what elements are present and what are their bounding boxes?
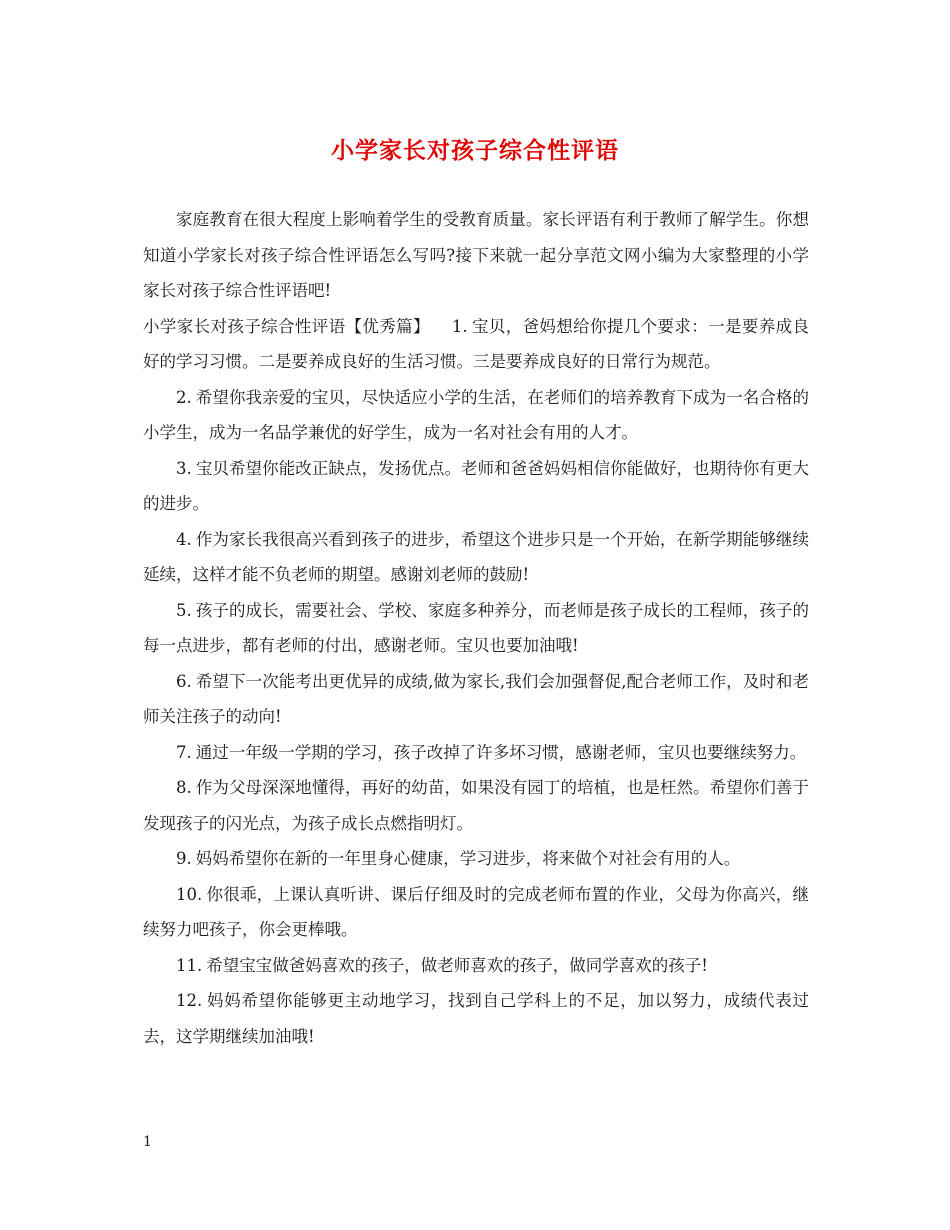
item-text: 通过一年级一学期的学习，孩子改掉了许多坏习惯，感谢老师，宝贝也要继续努力。	[195, 742, 807, 762]
document-body	[143, 202, 809, 1054]
item-text: 你很乖，上课认真听讲、课后仔细及时的完成老师布置的作业，父母为你高兴，继续努力吧孩子，你会更棒哦。	[143, 884, 809, 939]
item-number: 6.	[176, 671, 192, 691]
item-text: 希望宝宝做爸妈喜欢的孩子，做老师喜欢的孩子，做同学喜欢的孩子!	[206, 955, 708, 975]
item-text: 作为家长我很高兴看到孩子的进步，希望这个进步只是一个开始，在新学期能够继续延续，这样才能不负老师的期望。感谢刘老师的鼓励!	[143, 529, 809, 584]
item-text: 宝贝，爸妈想给你提几个要求：一是要养成良好的学习习惯。二是要养成良好的生活习惯。三是要养成良好的日常行为规范。	[143, 316, 810, 371]
list-item	[143, 770, 809, 841]
item-number: 4.	[176, 529, 192, 549]
item-number: 8.	[176, 778, 192, 797]
list-item	[143, 877, 809, 948]
item-text: 作为父母深深地懂得，再好的幼苗，如果没有园丁的培植，也是枉然。希望你们善于发现孩子的闪光点，为孩子成长点燃指明灯。	[143, 778, 809, 833]
item-number: 5.	[176, 600, 192, 620]
item-text: 希望下一次能考出更优异的成绩,做为家长,我们会加强督促,配合老师工作，及时和老师关注孩子的动向!	[143, 671, 809, 726]
item-text: 希望你我亲爱的宝贝，尽快适应小学的生活，在老师们的培养教育下成为一名合格的小学生，成为一名品学兼优的好学生，成为一名对社会有用的人才。	[143, 387, 809, 442]
list-item	[143, 735, 809, 771]
list-item	[143, 380, 809, 451]
list-item	[143, 522, 809, 593]
page-number: 1	[143, 1134, 152, 1150]
item-number: 3.	[176, 458, 192, 478]
list-item	[143, 593, 809, 664]
page-title: 小学家长对孩子综合性评语	[331, 137, 619, 164]
item-text: 妈妈希望你在新的一年里身心健康，学习进步，将来做个对社会有用的人。	[195, 849, 741, 868]
item-number: 11.	[176, 955, 203, 975]
item-text: 孩子的成长，需要社会、学校、家庭多种养分，而老师是孩子成长的工程师，孩子的每一点进步，都有老师的付出，感谢老师。宝贝也要加油哦!	[143, 600, 809, 655]
item-number: 9.	[176, 849, 192, 868]
item-number: 2.	[176, 387, 192, 407]
item-text: 妈妈希望你能够更主动地学习，找到自己学科上的不足，加以努力，成绩代表过去，这学期继续加油哦!	[143, 991, 809, 1046]
list-item	[143, 983, 809, 1054]
list-item	[143, 841, 809, 877]
section-heading: 小学家长对孩子综合性评语【优秀篇】	[143, 316, 430, 336]
list-item	[143, 451, 809, 522]
item-number: 7.	[176, 742, 192, 762]
item-number: 10.	[176, 884, 203, 904]
item-number: 1.	[451, 316, 468, 336]
item-number: 12.	[176, 991, 203, 1010]
list-item	[143, 309, 809, 380]
list-item	[143, 948, 809, 984]
list-item	[143, 664, 809, 735]
intro-paragraph: 家庭教育在很大程度上影响着学生的受教育质量。家长评语有利于教师了解学生。你想知道小学家长对孩子综合性评语怎么写吗?接下来就一起分享范文网小编为大家整理的小学家长对孩子综合性评语吧!	[143, 210, 809, 300]
item-text: 宝贝希望你能改正缺点，发扬优点。老师和爸爸妈妈相信你能做好，也期待你有更大的进步。	[143, 458, 809, 513]
